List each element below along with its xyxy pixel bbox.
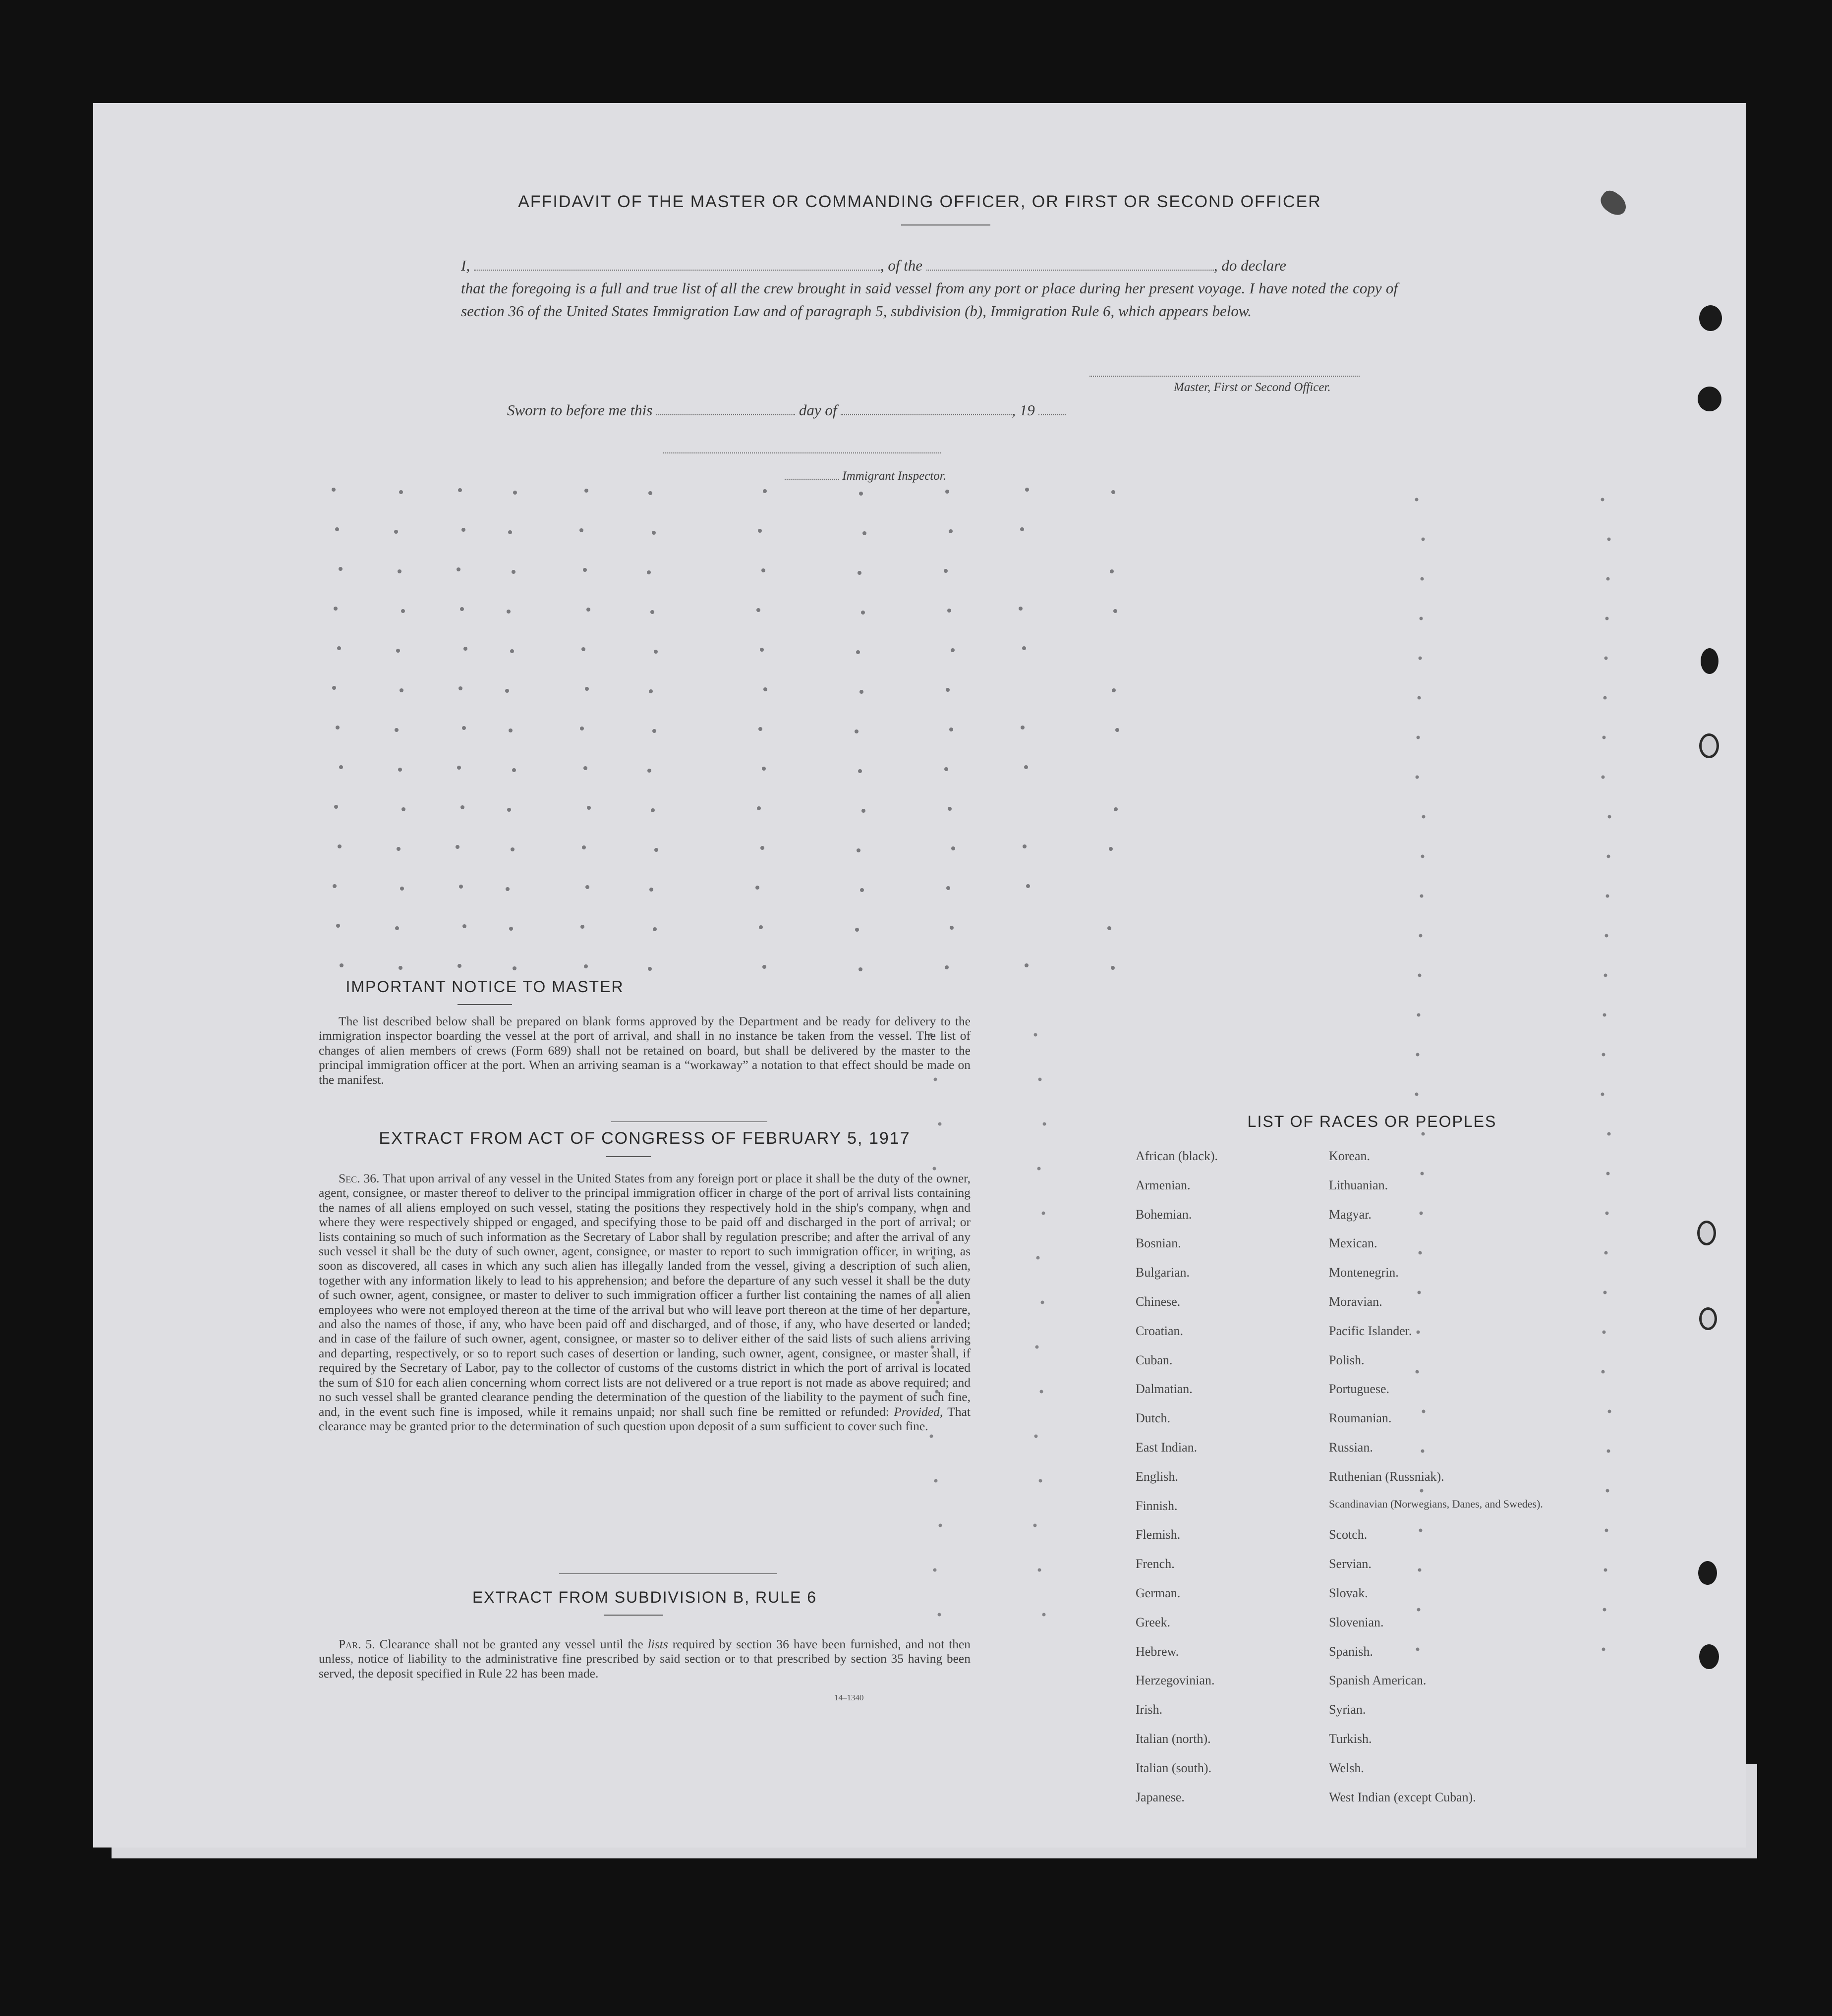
bleed-dot (652, 729, 656, 733)
race-item: Welsh. (1329, 1760, 1364, 1775)
race-item: French. (1136, 1557, 1175, 1571)
bleed-dot (458, 686, 462, 690)
bleed-dot (1042, 1613, 1046, 1617)
bleed-dot (1606, 1172, 1610, 1176)
bleed-dot (855, 729, 859, 733)
bleed-dot (1422, 815, 1426, 819)
bleed-dot (1038, 1568, 1041, 1572)
bleed-dot (511, 847, 515, 851)
bleed-dot (1603, 1608, 1606, 1612)
race-item: Finnish. (1136, 1498, 1178, 1513)
bleed-dot (938, 1613, 941, 1617)
bleed-dot (760, 648, 764, 652)
bleed-dot (581, 647, 585, 651)
bleed-dot (1035, 1345, 1039, 1349)
bleed-dot (1605, 617, 1609, 620)
bleed-dot (1023, 844, 1027, 848)
bleed-dot (508, 530, 512, 534)
race-item: Montenegrin. (1329, 1265, 1399, 1280)
bleed-dot (860, 888, 864, 892)
bleed-dot (650, 610, 654, 614)
master-signature-label: Master, First or Second Officer. (1174, 381, 1331, 394)
race-item: Turkish. (1329, 1732, 1372, 1746)
bleed-dot (1602, 1370, 1605, 1374)
bleed-dot (1419, 1251, 1422, 1255)
bleed-dot (1418, 1291, 1421, 1294)
binder-punch (1699, 305, 1722, 331)
bleed-dot (758, 727, 762, 731)
bleed-dot (1417, 736, 1420, 739)
bleed-dot (762, 965, 766, 969)
bleed-dot (763, 489, 767, 493)
bleed-dot (399, 966, 402, 970)
bleed-dot (1415, 1093, 1419, 1096)
binder-punch (1699, 1307, 1717, 1330)
notice-title: IMPORTANT NOTICE TO MASTER (345, 978, 624, 996)
bleed-dot (1416, 776, 1419, 779)
bleed-dot (648, 491, 652, 495)
race-item: Spanish American. (1329, 1673, 1427, 1688)
bleed-dot (334, 805, 338, 809)
bleed-dot (458, 964, 461, 968)
bleed-dot (1422, 1132, 1425, 1136)
bleed-dot (756, 608, 760, 612)
bleed-dot (333, 884, 337, 888)
bleed-dot (647, 570, 651, 574)
bleed-dot (1607, 1132, 1611, 1136)
bleed-dot (947, 609, 951, 613)
race-item: Hebrew. (1136, 1644, 1179, 1659)
race-item: Servian. (1329, 1557, 1372, 1571)
bleed-dot (1111, 966, 1115, 970)
act-title-underline (606, 1156, 651, 1157)
sworn-line: Sworn to before me this day of , 19 (507, 400, 1066, 419)
bleed-dot (1604, 1251, 1608, 1255)
race-item: Pacific Islander. (1329, 1323, 1412, 1338)
bleed-dot (460, 805, 464, 809)
act-top-rule (611, 1121, 767, 1122)
race-item: Dalmatian. (1136, 1382, 1193, 1397)
bleed-dot (1415, 498, 1419, 502)
bleed-dot (859, 690, 863, 694)
bleed-dot (1608, 815, 1611, 819)
bleed-dot (1418, 974, 1422, 977)
bleed-dot (1421, 577, 1424, 581)
bleed-dot (654, 848, 658, 852)
bleed-dot (857, 848, 860, 852)
bleed-dot (949, 728, 953, 731)
bleed-dot (1039, 1479, 1042, 1483)
rule-extract-text: Par. 5. Clearance shall not be granted any vessel until the lists required by section 36 have been furnished, and not then unless, notice of liability to the administrative fine prescribed by said section or to that prescribed by section 35 having been served, the deposit specified in Rule 22 has been made. (319, 1637, 971, 1680)
bleed-dot (1021, 726, 1025, 729)
bleed-dot (336, 726, 340, 729)
bleed-dot (1606, 1489, 1609, 1493)
race-item: Bohemian. (1136, 1207, 1192, 1222)
bleed-dot (580, 727, 584, 730)
bleed-dot (648, 967, 652, 971)
bleed-dot (513, 966, 516, 970)
bleed-dot (948, 807, 952, 811)
race-item: Mexican. (1329, 1236, 1377, 1251)
rule-extract-title: EXTRACT FROM SUBDIVISION B, RULE 6 (472, 1588, 817, 1606)
race-item: Italian (north). (1136, 1732, 1211, 1746)
bleed-dot (757, 806, 761, 810)
bleed-dot (1419, 934, 1423, 938)
bleed-dot (332, 686, 336, 690)
bleed-dot (1421, 1172, 1424, 1176)
bleed-dot (1603, 696, 1607, 700)
bleed-dot (1602, 1648, 1605, 1651)
bleed-dot (398, 768, 402, 772)
bleed-dot (933, 1568, 937, 1572)
race-item: Croatian. (1136, 1323, 1184, 1338)
bleed-dot (337, 646, 341, 650)
bleed-dot (1603, 1331, 1606, 1334)
bleed-dot (761, 568, 765, 572)
bleed-dot (401, 807, 405, 811)
race-item: Japanese. (1136, 1790, 1185, 1804)
bleed-dot (463, 647, 467, 651)
binder-punch (1698, 387, 1721, 411)
bleed-dot (400, 887, 404, 891)
bleed-dot (1604, 1568, 1607, 1572)
bleed-dot (395, 926, 399, 930)
bleed-dot (1608, 1410, 1611, 1413)
binder-punch (1699, 733, 1719, 758)
bleed-dot (456, 845, 459, 849)
race-item: Ruthenian (Russniak). (1329, 1469, 1444, 1484)
bleed-dot (1034, 1033, 1037, 1037)
bleed-dot (339, 567, 343, 571)
bleed-dot (1419, 657, 1422, 660)
bleed-dot (652, 531, 656, 535)
bleed-dot (1022, 646, 1026, 650)
bleed-dot (401, 609, 405, 613)
race-item: Armenian. (1136, 1177, 1191, 1192)
bleed-dot (580, 925, 584, 929)
bleed-dot (505, 689, 509, 693)
bleed-dot (1111, 490, 1115, 494)
bleed-dot (507, 808, 511, 812)
bleed-dot (946, 886, 950, 890)
bleed-dot (457, 567, 460, 571)
affidavit-title: AFFIDAVIT OF THE MASTER OR COMMANDING OFFICER, OR FIRST OR SECOND OFFICER (518, 192, 1321, 211)
bleed-dot (859, 492, 863, 496)
bleed-dot (1603, 1291, 1607, 1294)
race-item: Chinese. (1136, 1294, 1181, 1309)
bleed-dot (509, 728, 513, 732)
bleed-dot (654, 650, 658, 654)
bleed-dot (1422, 538, 1425, 541)
bleed-dot (399, 490, 403, 494)
bleed-dot (1604, 974, 1607, 977)
bleed-dot (856, 650, 860, 654)
bleed-dot (585, 885, 589, 889)
bleed-dot (512, 570, 515, 574)
bleed-dot (512, 768, 516, 772)
bleed-dot (585, 687, 589, 691)
bleed-dot (1040, 1390, 1043, 1394)
race-item: Italian (south). (1136, 1760, 1212, 1775)
race-item: English. (1136, 1469, 1178, 1484)
race-item: Flemish. (1136, 1527, 1181, 1542)
binder-punch (1697, 1221, 1716, 1245)
notice-title-underline (458, 1004, 512, 1005)
race-item: Moravian. (1329, 1294, 1382, 1309)
bleed-dot (584, 964, 588, 968)
manifest-sheet (93, 103, 1746, 1848)
race-item: Russian. (1329, 1440, 1373, 1455)
races-title: LIST OF RACES OR PEOPLES (1247, 1113, 1497, 1130)
binder-punch (1699, 1644, 1719, 1669)
bleed-dot (583, 766, 587, 770)
bleed-dot (1607, 855, 1610, 858)
bleed-dot (587, 806, 591, 810)
bleed-dot (861, 809, 865, 813)
bleed-dot (509, 927, 513, 931)
bleed-dot (1605, 1212, 1609, 1215)
bleed-dot (459, 885, 463, 889)
bleed-dot (651, 808, 655, 812)
race-item: East Indian. (1136, 1440, 1198, 1455)
bleed-dot (462, 924, 466, 928)
bleed-dot (951, 846, 955, 850)
bleed-dot (1607, 1450, 1610, 1453)
bleed-dot (1421, 855, 1425, 858)
bleed-dot (934, 1479, 938, 1483)
race-item: Magyar. (1329, 1207, 1372, 1222)
bleed-dot (579, 528, 583, 532)
bleed-dot (339, 765, 343, 769)
race-item: Slovenian. (1329, 1615, 1384, 1629)
bleed-dot (758, 529, 762, 533)
bleed-dot (1043, 1122, 1046, 1126)
bleed-dot (507, 610, 511, 614)
bleed-dot (1607, 538, 1611, 541)
bleed-dot (1416, 1370, 1419, 1374)
bleed-dot (945, 490, 949, 494)
bleed-dot (338, 844, 342, 848)
bleed-dot (1115, 728, 1119, 732)
bleed-dot (1417, 1608, 1421, 1612)
bleed-dot (861, 611, 865, 615)
act-extract-text: Sec. 36. That upon arrival of any vessel in the United States from any foreign port or place it shall be the duty of the owner, agent, consignee, or master thereof to deliver to the principal immigration officer in charge of the port of arrival lists containing the names of all aliens employed on such vessel, stating the positions they respectively hold in the ship's company, when and where they were respectively shipped or engaged, and specifying those to be paid off and discharged in the port of arrival; or lists containing so much of such information as the Secretary of Labor shall by regulation prescribe; and after the arrival of any such vessel it shall be the duty of such owner, agent, consignee, or master to report to such immigration officer, in writing, as soon as discovered, all cases in which any such alien has illegally landed from the vessel, giving a description of such alien, together with any information likely to lead to his apprehension; and before the departure of any such vessel it shall be the duty of such owner, agent, consignee, or master to deliver to such immigration officer a further list containing the names of all alien employees who were not employed thereon at the time of the arrival but who will leave port thereon at the time of her departure, and also the names of those, if any, who have been paid off and discharged, and of those, if any, who have deserted or landed; and in case of the failure of such owner, agent, consignee, or master so to deliver either of the said lists of such aliens arriving and departing, respectively, or so to report such cases of desertion or landing, such owner, agent, consignee, or master shall, if required by the Secretary of Labor, pay to the collector of customs of the customs district in which the port of arrival is located the sum of $10 for each alien concerning whom correct lists are not delivered or a true report is not made as above required; and no such vessel shall be granted clearance pending the determination of the question of the liability to the payment of such fine, and, in the event such fine is imposed, while it remains unpaid; nor shall such fine be remitted or refunded: Provided, That clearance may be granted prior to the determination of such question upon deposit of a sum sufficient to cover such fine. (319, 1171, 971, 1433)
notice-text: The list described below shall be prepared on blank forms approved by the Department and be ready for delivery to the immigration inspector boarding the vessel at the port of arrival, and shall in no instance be taken from the vessel. The list of changes of alien members of crews (Form 689) shall not be retained on board, but shall be delivered by the master to the principal immigration officer at the port. When an arriving seaman is a “workaway” a notation to that effect should be made on the manifest. (319, 1014, 971, 1087)
race-item: Bosnian. (1136, 1236, 1181, 1251)
bleed-dot (755, 886, 759, 890)
bleed-dot (938, 1122, 942, 1126)
race-item: Spanish. (1329, 1644, 1373, 1659)
rule-top-rule (559, 1573, 777, 1574)
race-item: West Indian (except Cuban). (1329, 1790, 1476, 1804)
bleed-dot (649, 689, 653, 693)
race-item: Lithuanian. (1329, 1177, 1388, 1192)
bleed-dot (1417, 1013, 1421, 1017)
bleed-dot (394, 530, 398, 534)
bleed-dot (584, 489, 588, 493)
bleed-dot (759, 925, 763, 929)
bleed-dot (858, 769, 862, 773)
bleed-dot (1603, 1013, 1606, 1017)
bleed-dot (1025, 963, 1029, 967)
bleed-dot (647, 769, 651, 773)
bleed-dot (1036, 1256, 1040, 1260)
bleed-dot (335, 527, 339, 531)
bleed-dot (949, 529, 953, 533)
bleed-dot (762, 767, 766, 771)
bleed-dot (1025, 488, 1029, 492)
bleed-dot (1602, 776, 1605, 779)
bleed-dot (1110, 569, 1114, 573)
bleed-dot (1112, 688, 1116, 692)
bleed-dot (1034, 1435, 1038, 1438)
bleed-dot (586, 608, 590, 612)
race-item: Roumanian. (1329, 1411, 1392, 1426)
bleed-dot (1601, 498, 1604, 502)
bleed-dot (397, 847, 401, 851)
bleed-dot (1606, 577, 1610, 581)
bleed-dot (332, 488, 336, 492)
race-item: Cuban. (1136, 1352, 1173, 1367)
bleed-dot (506, 887, 510, 891)
bleed-dot (653, 927, 657, 931)
bleed-dot (1605, 1529, 1608, 1532)
bleed-dot (944, 569, 948, 573)
bleed-dot (457, 766, 461, 770)
bleed-dot (583, 568, 587, 572)
bleed-dot (951, 648, 955, 652)
bleed-dot (1602, 1053, 1605, 1057)
bleed-dot (1033, 1524, 1037, 1527)
bleed-dot (1024, 765, 1028, 769)
bleed-dot (1020, 527, 1024, 531)
bleed-dot (855, 928, 859, 932)
bleed-dot (1041, 1301, 1044, 1304)
inspector-signature-label: Immigrant Inspector. (785, 465, 946, 483)
bleed-dot (930, 1435, 933, 1438)
bleed-dot (340, 963, 344, 967)
bleed-dot (1416, 1053, 1420, 1057)
bleed-dot (862, 531, 866, 535)
bleed-dot (1114, 807, 1118, 811)
bleed-dot (461, 528, 465, 532)
bleed-dot (1420, 1489, 1424, 1493)
bleed-dot (1038, 1078, 1042, 1081)
bleed-dot (462, 726, 466, 730)
bleed-dot (1606, 895, 1609, 898)
race-item: Irish. (1136, 1702, 1163, 1717)
bleed-dot (945, 965, 949, 969)
race-item: Polish. (1329, 1352, 1365, 1367)
bleed-dot (933, 1167, 936, 1171)
bleed-dot (763, 687, 767, 691)
bleed-dot (510, 649, 514, 653)
bleed-dot (396, 649, 400, 653)
bleed-dot (1109, 847, 1113, 851)
bleed-dot (1019, 607, 1023, 611)
bleed-dot (1605, 934, 1608, 938)
race-item: Portuguese. (1329, 1382, 1390, 1397)
binder-punch (1701, 648, 1718, 674)
bleed-dot (950, 926, 954, 930)
bleed-dot (1418, 696, 1421, 700)
bleed-dot (1604, 657, 1608, 660)
bleed-dot (398, 569, 401, 573)
race-item: Slovak. (1329, 1586, 1368, 1600)
bleed-dot (859, 967, 862, 971)
bleed-dot (400, 688, 403, 692)
race-item: German. (1136, 1586, 1181, 1600)
bleed-dot (1603, 736, 1606, 739)
race-item: African (black). (1136, 1149, 1218, 1163)
bleed-dot (1037, 1167, 1041, 1171)
bleed-dot (858, 571, 861, 575)
form-number: 14–1340 (834, 1693, 864, 1702)
bleed-dot (1042, 1212, 1045, 1215)
bleed-dot (1026, 884, 1030, 888)
declaration-text: that the foregoing is a full and true list of all the crew brought in said vessel from any port or place during her present voyage. I have noted the copy of section 36 of the United States Immigration Law and of paragraph 5, subdivision (b), Immigration Rule 6, which appears below. (461, 280, 1398, 320)
race-item: Korean. (1329, 1149, 1371, 1163)
bleed-dot (395, 728, 399, 732)
bleed-dot (760, 846, 764, 850)
bleed-dot (946, 688, 950, 692)
race-item: Syrian. (1329, 1702, 1366, 1717)
bleed-dot (939, 1524, 942, 1527)
race-item: Bulgarian. (1136, 1265, 1190, 1280)
race-item: Scandinavian (Norwegians, Danes, and Swedes). (1329, 1497, 1543, 1510)
bleed-dot (334, 607, 338, 611)
bleed-dot (944, 767, 948, 771)
declaration-first-line: I, , of the , do declare (461, 257, 1286, 274)
bleed-dot (649, 888, 653, 892)
bleed-dot (582, 845, 586, 849)
binder-punch (1698, 1561, 1717, 1585)
bleed-dot (1113, 609, 1117, 613)
race-item: Dutch. (1136, 1411, 1171, 1426)
rule-title-underline (604, 1615, 663, 1616)
act-extract-title: EXTRACT FROM ACT OF CONGRESS OF FEBRUARY 5, 1917 (379, 1129, 911, 1148)
bleed-dot (458, 488, 462, 492)
bleed-dot (1107, 926, 1111, 930)
race-item: Greek. (1136, 1615, 1171, 1629)
bleed-dot (460, 607, 464, 611)
bleed-dot (1420, 617, 1423, 620)
race-item: Herzegovinian. (1136, 1673, 1215, 1688)
race-item: Scotch. (1329, 1527, 1368, 1542)
bleed-dot (1420, 895, 1424, 898)
bleed-dot (336, 924, 340, 928)
bleed-dot (1601, 1093, 1604, 1096)
bleed-dot (513, 491, 517, 495)
